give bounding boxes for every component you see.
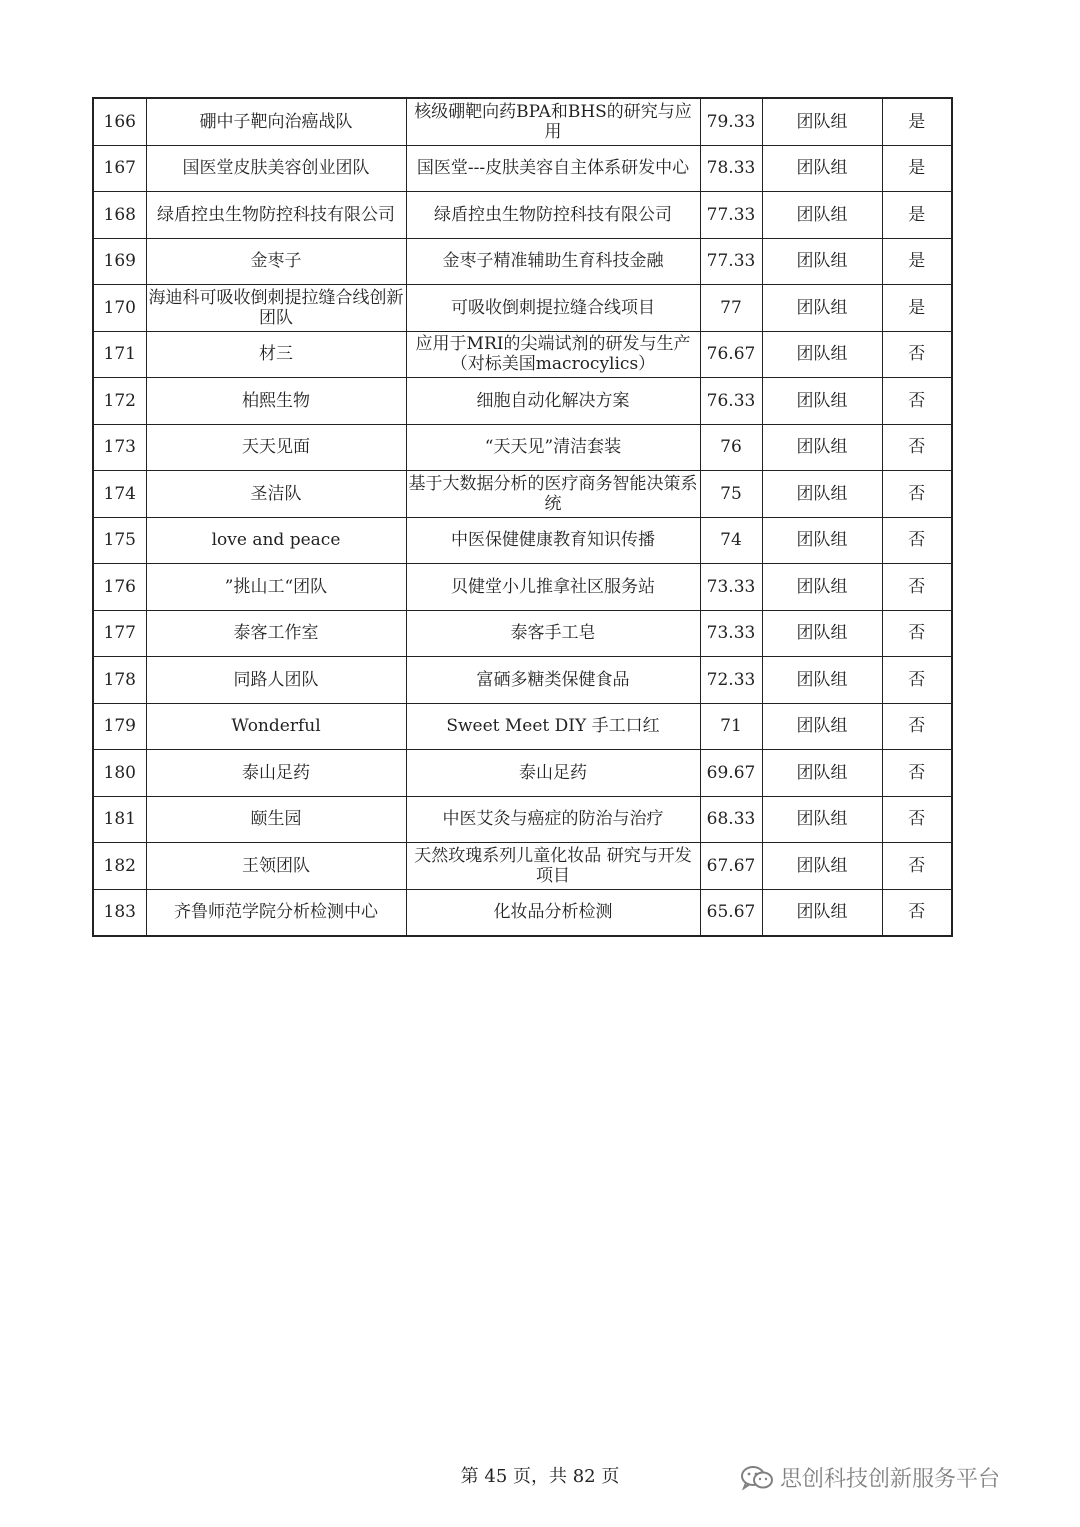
team-name-cell: 硼中子靶向治癌战队 (146, 98, 406, 145)
score-cell: 78.33 (700, 145, 762, 192)
team-name-cell: Wonderful (146, 703, 406, 750)
advance-cell: 是 (882, 238, 952, 285)
row-index-cell: 170 (93, 285, 146, 332)
advance-cell: 否 (882, 517, 952, 564)
project-name-cell: 金枣子精准辅助生育科技金融 (406, 238, 700, 285)
table-row (93, 98, 952, 145)
advance-cell: 否 (882, 564, 952, 611)
group-cell: 团队组 (762, 843, 882, 890)
project-name-cell: 绿盾控虫生物防控科技有限公司 (406, 192, 700, 239)
group-cell: 团队组 (762, 285, 882, 332)
score-cell: 69.67 (700, 750, 762, 797)
group-cell: 团队组 (762, 657, 882, 704)
advance-cell: 是 (882, 285, 952, 332)
project-name-cell: 细胞自动化解决方案 (406, 378, 700, 425)
row-index-cell: 167 (93, 145, 146, 192)
score-cell: 79.33 (700, 98, 762, 145)
advance-cell: 否 (882, 889, 952, 936)
table-row (93, 192, 952, 239)
advance-cell: 否 (882, 471, 952, 518)
score-cell: 65.67 (700, 889, 762, 936)
group-cell: 团队组 (762, 145, 882, 192)
table-row (93, 424, 952, 471)
table-row (93, 238, 952, 285)
score-cell: 75 (700, 471, 762, 518)
row-index-cell: 174 (93, 471, 146, 518)
score-cell: 74 (700, 517, 762, 564)
table-body (93, 98, 952, 936)
advance-cell: 是 (882, 145, 952, 192)
group-cell: 团队组 (762, 238, 882, 285)
score-cell: 77 (700, 285, 762, 332)
project-name-cell: Sweet Meet DIY 手工口红 (406, 703, 700, 750)
row-index-cell: 171 (93, 331, 146, 378)
table-row (93, 331, 952, 378)
table-row (93, 610, 952, 657)
project-name-cell: 中医保健健康教育知识传播 (406, 517, 700, 564)
team-name-cell: 绿盾控虫生物防控科技有限公司 (146, 192, 406, 239)
group-cell: 团队组 (762, 564, 882, 611)
table-row (93, 378, 952, 425)
score-cell: 71 (700, 703, 762, 750)
advance-cell: 否 (882, 750, 952, 797)
score-cell: 67.67 (700, 843, 762, 890)
group-cell: 团队组 (762, 378, 882, 425)
team-name-cell: 材三 (146, 331, 406, 378)
table-row (93, 145, 952, 192)
table-row (93, 285, 952, 332)
group-cell: 团队组 (762, 331, 882, 378)
row-index-cell: 166 (93, 98, 146, 145)
project-name-cell: 应用于MRI的尖端试剂的研发与生产（对标美国macrocylics） (406, 331, 700, 378)
project-name-cell: 泰客手工皂 (406, 610, 700, 657)
team-name-cell: love and peace (146, 517, 406, 564)
row-index-cell: 178 (93, 657, 146, 704)
team-name-cell: 颐生园 (146, 796, 406, 843)
team-name-cell: 圣洁队 (146, 471, 406, 518)
row-index-cell: 177 (93, 610, 146, 657)
project-name-cell: 基于大数据分析的医疗商务智能决策系统 (406, 471, 700, 518)
group-cell: 团队组 (762, 98, 882, 145)
score-cell: 68.33 (700, 796, 762, 843)
group-cell: 团队组 (762, 517, 882, 564)
project-name-cell: 贝健堂小儿推拿社区服务站 (406, 564, 700, 611)
project-name-cell: 泰山足药 (406, 750, 700, 797)
team-name-cell: ”挑山工“团队 (146, 564, 406, 611)
score-cell: 77.33 (700, 192, 762, 239)
advance-cell: 是 (882, 98, 952, 145)
watermark (740, 1462, 1000, 1493)
score-cell: 76.33 (700, 378, 762, 425)
advance-cell: 否 (882, 331, 952, 378)
table-row (93, 657, 952, 704)
row-index-cell: 172 (93, 378, 146, 425)
team-name-cell: 国医堂皮肤美容创业团队 (146, 145, 406, 192)
row-index-cell: 182 (93, 843, 146, 890)
score-cell: 73.33 (700, 610, 762, 657)
project-name-cell: 国医堂---皮肤美容自主体系研发中心 (406, 145, 700, 192)
team-name-cell: 柏熙生物 (146, 378, 406, 425)
row-index-cell: 180 (93, 750, 146, 797)
project-name-cell: 可吸收倒刺提拉缝合线项目 (406, 285, 700, 332)
row-index-cell: 173 (93, 424, 146, 471)
score-cell: 77.33 (700, 238, 762, 285)
advance-cell: 否 (882, 610, 952, 657)
advance-cell: 否 (882, 424, 952, 471)
advance-cell: 否 (882, 796, 952, 843)
score-cell: 76 (700, 424, 762, 471)
project-name-cell: 中医艾灸与癌症的防治与治疗 (406, 796, 700, 843)
watermark-text: 思创科技创新服务平台 (780, 1467, 1001, 1492)
advance-cell: 否 (882, 657, 952, 704)
team-name-cell: 金枣子 (146, 238, 406, 285)
results-table (92, 97, 953, 937)
table-row (93, 843, 952, 890)
wechat-icon (740, 1465, 774, 1491)
group-cell: 团队组 (762, 703, 882, 750)
team-name-cell: 天天见面 (146, 424, 406, 471)
row-index-cell: 179 (93, 703, 146, 750)
group-cell: 团队组 (762, 192, 882, 239)
team-name-cell: 同路人团队 (146, 657, 406, 704)
row-index-cell: 176 (93, 564, 146, 611)
score-cell: 73.33 (700, 564, 762, 611)
group-cell: 团队组 (762, 750, 882, 797)
advance-cell: 是 (882, 192, 952, 239)
team-name-cell: 海迪科可吸收倒刺提拉缝合线创新团队 (146, 285, 406, 332)
advance-cell: 否 (882, 843, 952, 890)
table-row (93, 564, 952, 611)
row-index-cell: 175 (93, 517, 146, 564)
row-index-cell: 169 (93, 238, 146, 285)
table-row (93, 517, 952, 564)
score-cell: 76.67 (700, 331, 762, 378)
group-cell: 团队组 (762, 889, 882, 936)
row-index-cell: 181 (93, 796, 146, 843)
team-name-cell: 齐鲁师范学院分析检测中心 (146, 889, 406, 936)
table-row (93, 889, 952, 936)
group-cell: 团队组 (762, 796, 882, 843)
team-name-cell: 泰山足药 (146, 750, 406, 797)
row-index-cell: 168 (93, 192, 146, 239)
table-row (93, 796, 952, 843)
score-cell: 72.33 (700, 657, 762, 704)
advance-cell: 否 (882, 378, 952, 425)
advance-cell: 否 (882, 703, 952, 750)
project-name-cell: 化妆品分析检测 (406, 889, 700, 936)
project-name-cell: 核级硼靶向药BPA和BHS的研究与应用 (406, 98, 700, 145)
table-row (93, 471, 952, 518)
group-cell: 团队组 (762, 610, 882, 657)
project-name-cell: “天天见”清洁套装 (406, 424, 700, 471)
table-row (93, 703, 952, 750)
team-name-cell: 泰客工作室 (146, 610, 406, 657)
team-name-cell: 王领团队 (146, 843, 406, 890)
project-name-cell: 天然玫瑰系列儿童化妆品 研究与开发项目 (406, 843, 700, 890)
project-name-cell: 富硒多糖类保健食品 (406, 657, 700, 704)
table-row (93, 750, 952, 797)
page-footer: 第 45 页，共 82 页 (460, 1466, 620, 1487)
group-cell: 团队组 (762, 424, 882, 471)
group-cell: 团队组 (762, 471, 882, 518)
row-index-cell: 183 (93, 889, 146, 936)
